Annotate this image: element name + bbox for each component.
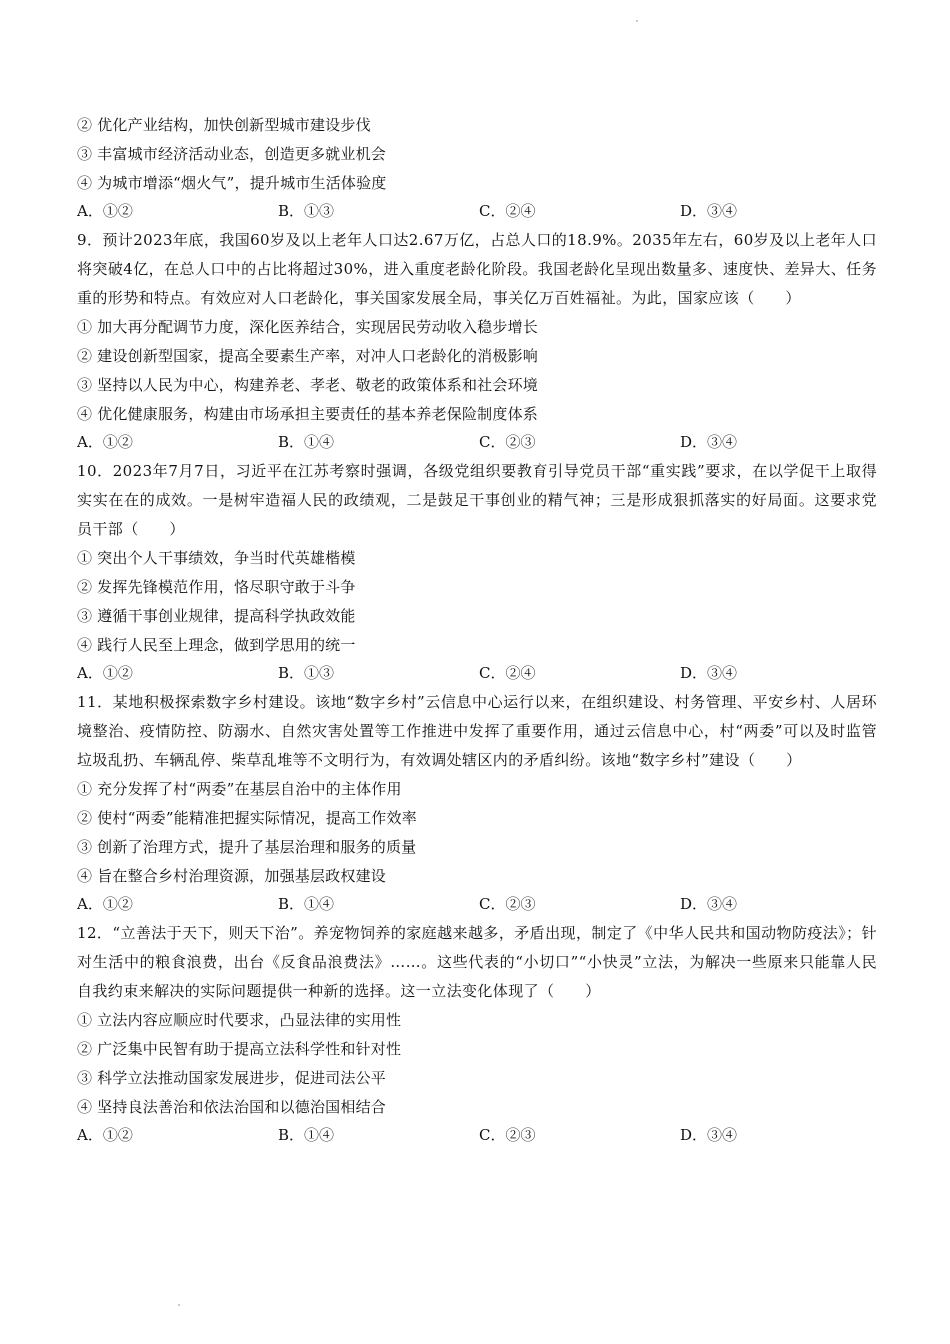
question-11	[77, 688, 877, 919]
option-d[interactable]: D．③④	[680, 202, 738, 221]
scan-dot-mark	[178, 1304, 180, 1306]
question-10	[77, 457, 877, 688]
statement-item: ③ 坚持以人民为中心，构建养老、孝老、敬老的政策体系和社会环境	[77, 375, 538, 394]
question-12	[77, 919, 877, 1150]
statement-item: ② 使村“两委”能精准把握实际情况，提高工作效率	[77, 808, 417, 827]
statement-item: ① 充分发挥了村“两委”在基层自治中的主体作用	[77, 780, 402, 799]
statement-item: ④ 践行人民至上理念，做到学思用的统一	[77, 635, 356, 654]
question-stem: 9．预计2023年底，我国60岁及以上老年人口达2.67万亿，占总人口的18.9%。2035年左右，60岁及以上老年人口将突破4亿，在总人口中的占比将超过30%，进入重度老龄化阶段。我国老龄化呈现出数量多、速度快、差异大、任务重的形势和特点。有效应对人口老龄化，事关国家发展全局，事关亿万百姓福祉。为此，国家应该（ ）	[77, 231, 877, 308]
statement-item: ③ 科学立法推动国家发展进步，促进司法公平	[77, 1068, 386, 1087]
answer-options	[77, 428, 877, 457]
option-a[interactable]: A．①②	[77, 664, 133, 683]
question-stem: 11．某地积极探索数字乡村建设。该地“数字乡村”云信息中心运行以来，在组织建设、村务管理、平安乡村、人居环境整治、疫情防控、防溺水、自然灾害处置等工作推进中发挥了重要作用，通过云信息中心，村“两委”可以及时监管垃圾乱扔、车辆乱停、柴草乱堆等不文明行为，有效调处辖区内的矛盾纠纷。该地“数字乡村”建设（ ）	[77, 693, 877, 770]
answer-options	[77, 890, 877, 919]
statement-item: ④ 坚持良法善治和依法治国和以德治国相结合	[77, 1097, 386, 1116]
statement-item: ② 发挥先锋模范作用，恪尽职守敢于斗争	[77, 577, 356, 596]
statement-item: ① 加大再分配调节力度，深化医养结合，实现居民劳动收入稳步增长	[77, 318, 538, 337]
statement-item: ③ 遵循干事创业规律，提高科学执政效能	[77, 606, 356, 625]
statement-item: ① 立法内容应顺应时代要求，凸显法律的实用性	[77, 1011, 402, 1030]
option-a[interactable]: A．①②	[77, 433, 133, 452]
option-b[interactable]: B．①③	[278, 664, 335, 683]
statement-item: ④ 旨在整合乡村治理资源，加强基层政权建设	[77, 866, 386, 885]
option-a[interactable]: A．①②	[77, 1126, 133, 1145]
option-a[interactable]: A．①②	[77, 202, 133, 221]
option-d[interactable]: D．③④	[680, 664, 738, 683]
question-8-continuation	[77, 111, 877, 226]
option-b[interactable]: B．①③	[278, 202, 335, 221]
option-c[interactable]: C．②③	[479, 433, 536, 452]
statement-item: ② 优化产业结构，加快创新型城市建设步伐	[77, 116, 371, 134]
option-b[interactable]: B．①④	[278, 895, 335, 914]
answer-options	[77, 197, 877, 226]
statement-item: ② 建设创新型国家，提高全要素生产率，对冲人口老龄化的消极影响	[77, 346, 538, 365]
statement-item: ② 广泛集中民智有助于提高立法科学性和针对性	[77, 1039, 402, 1058]
answer-options	[77, 659, 877, 688]
scan-dot-mark	[636, 20, 638, 22]
option-b[interactable]: B．①④	[278, 433, 335, 452]
question-stem: 10．2023年7月7日，习近平在江苏考察时强调，各级党组织要教育引导党员干部“重实践”要求，在以学促干上取得实实在在的成效。一是树牢造福人民的政绩观，二是鼓足干事创业的精气神；三是形成狠抓落实的好局面。这要求党员干部（ ）	[77, 462, 877, 539]
option-d[interactable]: D．③④	[680, 433, 738, 452]
page-content	[77, 111, 877, 1150]
question-9	[77, 226, 877, 457]
question-stem: 12．“立善法于天下，则天下治”。养宠物饲养的家庭越来越多，矛盾出现，制定了《中华人民共和国动物防疫法》；针对生活中的粮食浪费，出台《反食品浪费法》……。这些代表的“小切口”“小快灵”立法，为解决一些原来只能靠人民自我约束来解决的实际问题提供一种新的选择。这一立法变化体现了（ ）	[77, 924, 877, 1001]
option-d[interactable]: D．③④	[680, 895, 738, 914]
statement-item: ④ 为城市增添“烟火气”，提升城市生活体验度	[77, 173, 387, 192]
option-d[interactable]: D．③④	[680, 1126, 738, 1145]
statement-item: ③ 创新了治理方式，提升了基层治理和服务的质量	[77, 837, 417, 856]
option-b[interactable]: B．①④	[278, 1126, 335, 1145]
option-c[interactable]: C．②③	[479, 1126, 536, 1145]
option-c[interactable]: C．②③	[479, 895, 536, 914]
statement-item: ④ 优化健康服务，构建由市场承担主要责任的基本养老保险制度体系	[77, 404, 538, 423]
statement-item: ① 突出个人干事绩效，争当时代英雄楷模	[77, 549, 356, 568]
option-a[interactable]: A．①②	[77, 895, 133, 914]
option-c[interactable]: C．②④	[479, 664, 536, 683]
statement-item: ③ 丰富城市经济活动业态，创造更多就业机会	[77, 144, 386, 163]
answer-options	[77, 1121, 877, 1150]
option-c[interactable]: C．②④	[479, 202, 536, 221]
